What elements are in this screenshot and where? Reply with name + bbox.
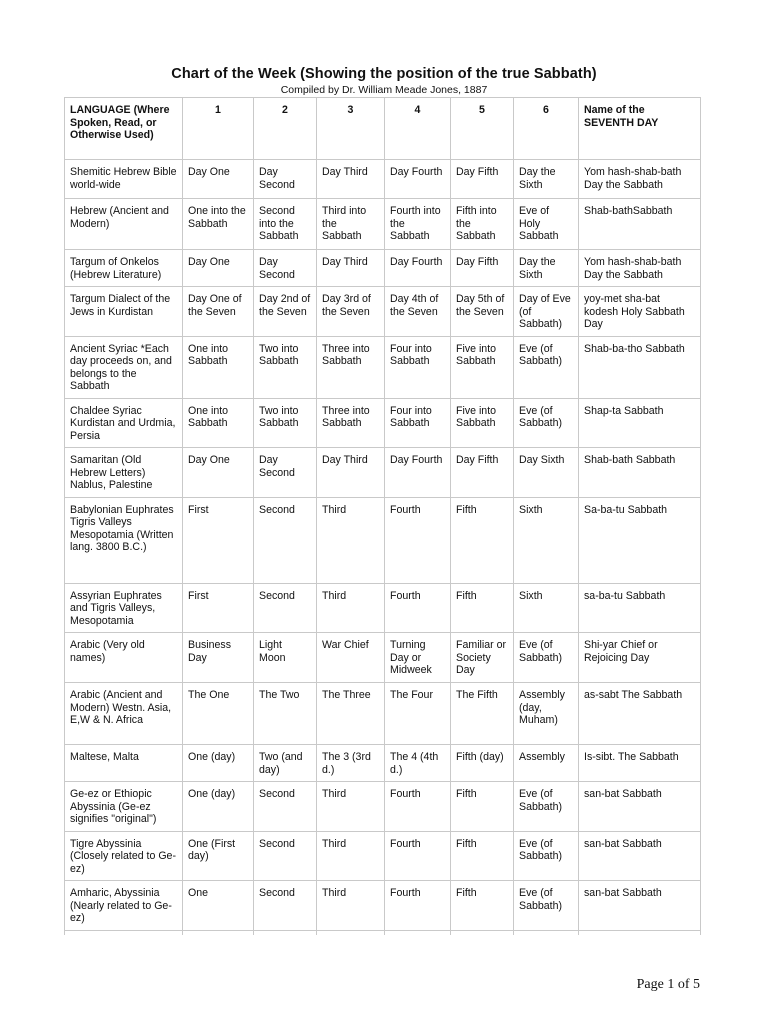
day-3-cell: War Chief <box>317 633 385 683</box>
day-2-cell: Two into Sabbath <box>254 336 317 398</box>
day-6-cell: Eve (of Sabbath) <box>514 398 579 448</box>
day-4-cell: Fourth <box>385 881 451 931</box>
day-2-cell: Light Moon <box>254 633 317 683</box>
page-subtitle: Compiled by Dr. William Meade Jones, 1887 <box>280 84 488 96</box>
day-6-cell: Day the Sixth <box>514 160 579 199</box>
day-6-cell: Eve (of Sabbath) <box>514 782 579 832</box>
day-6-cell: Eve (of Sabbath) <box>514 336 579 398</box>
day-6-cell: Eve (of Sabbath) <box>514 881 579 931</box>
seventh-day-cell: sa-ba-tu Sabbath <box>579 583 701 633</box>
language-cell: Targum of Onkelos (Hebrew Literature) <box>65 250 183 287</box>
seventh-day-cell: Sa-ba-tu Sabbath <box>579 497 701 583</box>
seventh-day-cell: Shab-bath Sabbath <box>579 448 701 498</box>
day-3-cell: Three into Sabbath <box>317 336 385 398</box>
language-cell: Ancient Syriac *Each day proceeds on, and belongs to the Sabbath <box>65 336 183 398</box>
header-day-5: 5 <box>451 98 514 160</box>
header-day-1: 1 <box>183 98 254 160</box>
day-4-cell: Day Fourth <box>385 160 451 199</box>
language-cell: Assyrian Euphrates and Tigris Valleys, Mesopotamia <box>65 583 183 633</box>
day-2-cell: Second <box>254 831 317 881</box>
day-1-cell: One (day) <box>183 782 254 832</box>
day-4-cell: Fourth <box>385 831 451 881</box>
header-day-4: 4 <box>385 98 451 160</box>
table-row <box>65 881 701 931</box>
language-cell: Arabic (Very old names) <box>65 633 183 683</box>
header-language: LANGUAGE (Where Spoken, Read, or Otherwise Used) <box>65 98 183 160</box>
day-2-cell: Second into the Sabbath <box>254 199 317 250</box>
header-day-3: 3 <box>317 98 385 160</box>
day-5-cell: Day Fifth <box>451 250 514 287</box>
seventh-day-cell: as-sabt The Sabbath <box>579 683 701 745</box>
table-row <box>65 633 701 683</box>
language-cell: Ge-ez or Ethiopic Abyssinia (Ge-ez signifies "original") <box>65 782 183 832</box>
language-cell: Babylonian Euphrates Tigris Valleys Mesopotamia (Written lang. 3800 B.C.) <box>65 497 183 583</box>
day-1-cell: One (day) <box>183 745 254 782</box>
day-5-cell: Fifth <box>451 881 514 931</box>
language-cell: Samaritan (Old Hebrew Letters) Nablus, Palestine <box>65 448 183 498</box>
day-5-cell: Day Fifth <box>451 160 514 199</box>
day-3-cell: Third <box>317 881 385 931</box>
day-6-cell: Assembly <box>514 745 579 782</box>
day-1-cell: One into the Sabbath <box>183 199 254 250</box>
day-6-cell: Eve (of Sabbath) <box>514 831 579 881</box>
day-2-cell: Two into Sabbath <box>254 398 317 448</box>
header-seventh-day: Name of the SEVENTH DAY <box>579 98 701 160</box>
day-4-cell: Fourth <box>385 583 451 633</box>
day-6-cell: Day Sixth <box>514 448 579 498</box>
seventh-day-cell: Shap-ta Sabbath <box>579 398 701 448</box>
seventh-day-cell: san-bat Sabbath <box>579 881 701 931</box>
seventh-day-cell: Shab-ba-tho Sabbath <box>579 336 701 398</box>
day-2-cell: The Two <box>254 683 317 745</box>
day-4-cell: Day Fourth <box>385 250 451 287</box>
seventh-day-cell: Shab-bathSabbath <box>579 199 701 250</box>
table-row <box>65 745 701 782</box>
day-4-cell: Fourth <box>385 782 451 832</box>
language-cell: Amharic, Abyssinia (Nearly related to Ge-ez) <box>65 881 183 931</box>
day-5-cell: Five into Sabbath <box>451 398 514 448</box>
language-cell: Chaldee Syriac Kurdistan and Urdmia, Persia <box>65 398 183 448</box>
seventh-day-cell: Yom hash-shab-bath Day the Sabbath <box>579 160 701 199</box>
seventh-day-cell: yoy-met sha-bat kodesh Holy Sabbath Day <box>579 287 701 337</box>
language-cell: Shemitic Hebrew Bible world-wide <box>65 160 183 199</box>
table-row-continuation <box>65 930 701 935</box>
day-1-cell: Day One <box>183 448 254 498</box>
language-cell: Arabic (Ancient and Modern) Westn. Asia, E,W & N. Africa <box>65 683 183 745</box>
day-1-cell: One <box>183 881 254 931</box>
table-row <box>65 160 701 199</box>
sabbath-chart-table <box>64 97 701 935</box>
day-3-cell: Third <box>317 831 385 881</box>
day-3-cell: Third <box>317 583 385 633</box>
day-5-cell: Familiar or Society Day <box>451 633 514 683</box>
day-1-cell: One into Sabbath <box>183 336 254 398</box>
day-2-cell: Day Second <box>254 448 317 498</box>
day-1-cell: Day One <box>183 160 254 199</box>
language-cell: Hebrew (Ancient and Modern) <box>65 199 183 250</box>
language-cell: Targum Dialect of the Jews in Kurdistan <box>65 287 183 337</box>
day-3-cell: Third <box>317 782 385 832</box>
day-5-cell: Fifth <box>451 831 514 881</box>
day-1-cell: One (First day) <box>183 831 254 881</box>
day-5-cell: Fifth into the Sabbath <box>451 199 514 250</box>
day-3-cell: The 3 (3rd d.) <box>317 745 385 782</box>
table-row <box>65 583 701 633</box>
day-5-cell: Five into Sabbath <box>451 336 514 398</box>
header-row <box>65 98 701 160</box>
day-4-cell: The 4 (4th d.) <box>385 745 451 782</box>
table-row <box>65 831 701 881</box>
table-row <box>65 199 701 250</box>
day-2-cell: Day Second <box>254 250 317 287</box>
page-number: Page 1 of 5 <box>636 977 700 992</box>
day-3-cell: Day 3rd of the Seven <box>317 287 385 337</box>
day-6-cell: Day the Sixth <box>514 250 579 287</box>
day-5-cell: Fifth (day) <box>451 745 514 782</box>
day-4-cell: Four into Sabbath <box>385 336 451 398</box>
day-3-cell: The Three <box>317 683 385 745</box>
seventh-day-cell: san-bat Sabbath <box>579 782 701 832</box>
day-6-cell: Sixth <box>514 583 579 633</box>
day-2-cell: Second <box>254 782 317 832</box>
day-5-cell: Fifth <box>451 497 514 583</box>
seventh-day-cell: Is-sibt. The Sabbath <box>579 745 701 782</box>
day-5-cell: Fifth <box>451 782 514 832</box>
day-2-cell: Two (and day) <box>254 745 317 782</box>
day-4-cell: The Four <box>385 683 451 745</box>
day-3-cell: Day Third <box>317 160 385 199</box>
day-6-cell: Day of Eve (of Sabbath) <box>514 287 579 337</box>
day-2-cell: Second <box>254 881 317 931</box>
day-6-cell: Eve (of Sabbath) <box>514 633 579 683</box>
day-4-cell: Turning Day or Midweek <box>385 633 451 683</box>
day-1-cell: Day One of the Seven <box>183 287 254 337</box>
table-row <box>65 497 701 583</box>
day-3-cell: Day Third <box>317 448 385 498</box>
day-3-cell: Third <box>317 497 385 583</box>
day-6-cell: Assembly (day, Muham) <box>514 683 579 745</box>
table-row <box>65 683 701 745</box>
seventh-day-cell: Yom hash-shab-bath Day the Sabbath <box>579 250 701 287</box>
day-1-cell: Day One <box>183 250 254 287</box>
day-1-cell: First <box>183 497 254 583</box>
header-day-2: 2 <box>254 98 317 160</box>
table-row <box>65 250 701 287</box>
day-2-cell: Second <box>254 497 317 583</box>
day-5-cell: Fifth <box>451 583 514 633</box>
day-1-cell: Business Day <box>183 633 254 683</box>
day-3-cell: Day Third <box>317 250 385 287</box>
day-4-cell: Fourth <box>385 497 451 583</box>
day-4-cell: Four into Sabbath <box>385 398 451 448</box>
seventh-day-cell: san-bat Sabbath <box>579 831 701 881</box>
day-4-cell: Day Fourth <box>385 448 451 498</box>
day-3-cell: Third into the Sabbath <box>317 199 385 250</box>
table-row <box>65 448 701 498</box>
table-row <box>65 336 701 398</box>
day-5-cell: Day 5th of the Seven <box>451 287 514 337</box>
day-1-cell: The One <box>183 683 254 745</box>
day-6-cell: Sixth <box>514 497 579 583</box>
day-5-cell: The Fifth <box>451 683 514 745</box>
day-4-cell: Fourth into the Sabbath <box>385 199 451 250</box>
day-5-cell: Day Fifth <box>451 448 514 498</box>
seventh-day-cell: Shi-yar Chief or Rejoicing Day <box>579 633 701 683</box>
day-6-cell: Eve of Holy Sabbath <box>514 199 579 250</box>
language-cell: Tigre Abyssinia (Closely related to Ge-ez) <box>65 831 183 881</box>
day-3-cell: Three into Sabbath <box>317 398 385 448</box>
language-cell: Maltese, Malta <box>65 745 183 782</box>
page-title: Chart of the Week (Showing the position of the true Sabbath) <box>171 66 597 82</box>
day-2-cell: Day Second <box>254 160 317 199</box>
day-2-cell: Day 2nd of the Seven <box>254 287 317 337</box>
day-1-cell: First <box>183 583 254 633</box>
day-4-cell: Day 4th of the Seven <box>385 287 451 337</box>
header-day-6: 6 <box>514 98 579 160</box>
table-row <box>65 287 701 337</box>
day-2-cell: Second <box>254 583 317 633</box>
table-row <box>65 782 701 832</box>
table-row <box>65 398 701 448</box>
day-1-cell: One into Sabbath <box>183 398 254 448</box>
